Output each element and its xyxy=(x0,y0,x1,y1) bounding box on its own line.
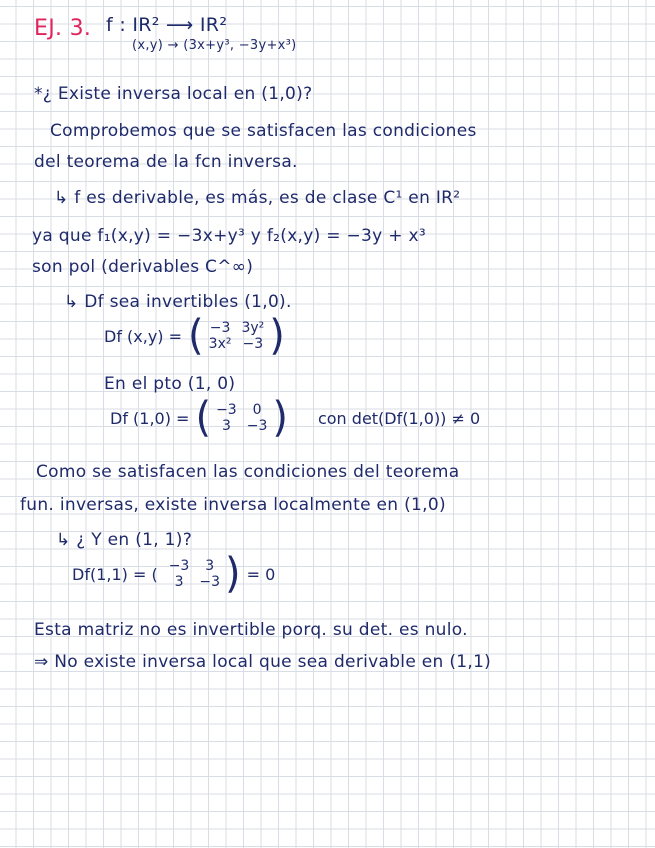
left-paren: ( xyxy=(188,311,204,361)
matrix-cells xyxy=(204,320,270,352)
question-second-point: ↳ ¿ Y en (1, 1)? xyxy=(56,530,193,550)
right-paren: ) xyxy=(224,549,241,599)
question-local-inverse: *¿ Existe inversa local en (1,0)? xyxy=(34,84,313,104)
matrix-cell: −3 xyxy=(209,320,231,336)
jacobian-at-point-matrix xyxy=(110,393,481,443)
text-line: ↳ Df sea invertibles (1,0). xyxy=(64,292,292,312)
matrix-label: Df(1,1) = ( xyxy=(72,564,158,584)
jacobian-matrix xyxy=(104,311,285,361)
matrix-cell: 3x² xyxy=(208,336,232,352)
right-paren: ) xyxy=(272,393,288,443)
text-line: ya que f₁(x,y) = −3x+y³ y f₂(x,y) = −3y + x³ xyxy=(32,226,426,246)
text-line: ↳ f es derivable, es más, es de clase C¹ en IR² xyxy=(54,188,461,208)
text-line: fun. inversas, existe inversa localmente en (1,0) xyxy=(20,495,446,515)
matrix-cell: 0 xyxy=(252,402,262,418)
exercise-number: EJ. 3. xyxy=(34,16,92,41)
matrix-cell: 3 xyxy=(174,574,184,590)
matrix-cells xyxy=(164,558,225,590)
determinant-note: con det(Df(1,0)) ≠ 0 xyxy=(317,408,481,428)
text-line: Como se satisfacen las condiciones del teorema xyxy=(36,462,460,482)
conclusion-line: ⇒ No existe inversa local que sea derivable en (1,1) xyxy=(34,652,492,672)
matrix-cells xyxy=(211,402,272,434)
matrix-cell: 3 xyxy=(205,558,215,574)
matrix-label: Df (1,0) = xyxy=(110,408,190,428)
matrix-cell: −3 xyxy=(242,336,264,352)
matrix-label: Df (x,y) = xyxy=(104,326,183,346)
text-line: Esta matriz no es invertible porq. su det. es nulo. xyxy=(34,620,468,640)
function-definition: f : IR² ⟶ IR² xyxy=(106,14,228,36)
matrix-cell: −3 xyxy=(168,558,190,574)
function-mapping: (x,y) → (3x+y³, −3y+x³) xyxy=(132,38,297,53)
matrix-cell: −3 xyxy=(216,402,237,418)
determinant-value: = 0 xyxy=(246,564,276,584)
matrix-cell: 3y² xyxy=(241,320,265,336)
left-paren: ( xyxy=(195,393,212,443)
right-paren: ) xyxy=(269,311,285,361)
text-line: Comprobemos que se satisfacen las condiciones xyxy=(50,121,477,141)
text-line: son pol (derivables C^∞) xyxy=(32,257,254,277)
text-line: En el pto (1, 0) xyxy=(104,374,236,394)
matrix-cell: 3 xyxy=(221,418,231,434)
matrix-cell: −3 xyxy=(199,574,220,590)
matrix-cell: −3 xyxy=(246,418,268,434)
jacobian-at-second-point-matrix xyxy=(72,549,276,599)
text-line: del teorema de la fcn inversa. xyxy=(34,152,298,172)
